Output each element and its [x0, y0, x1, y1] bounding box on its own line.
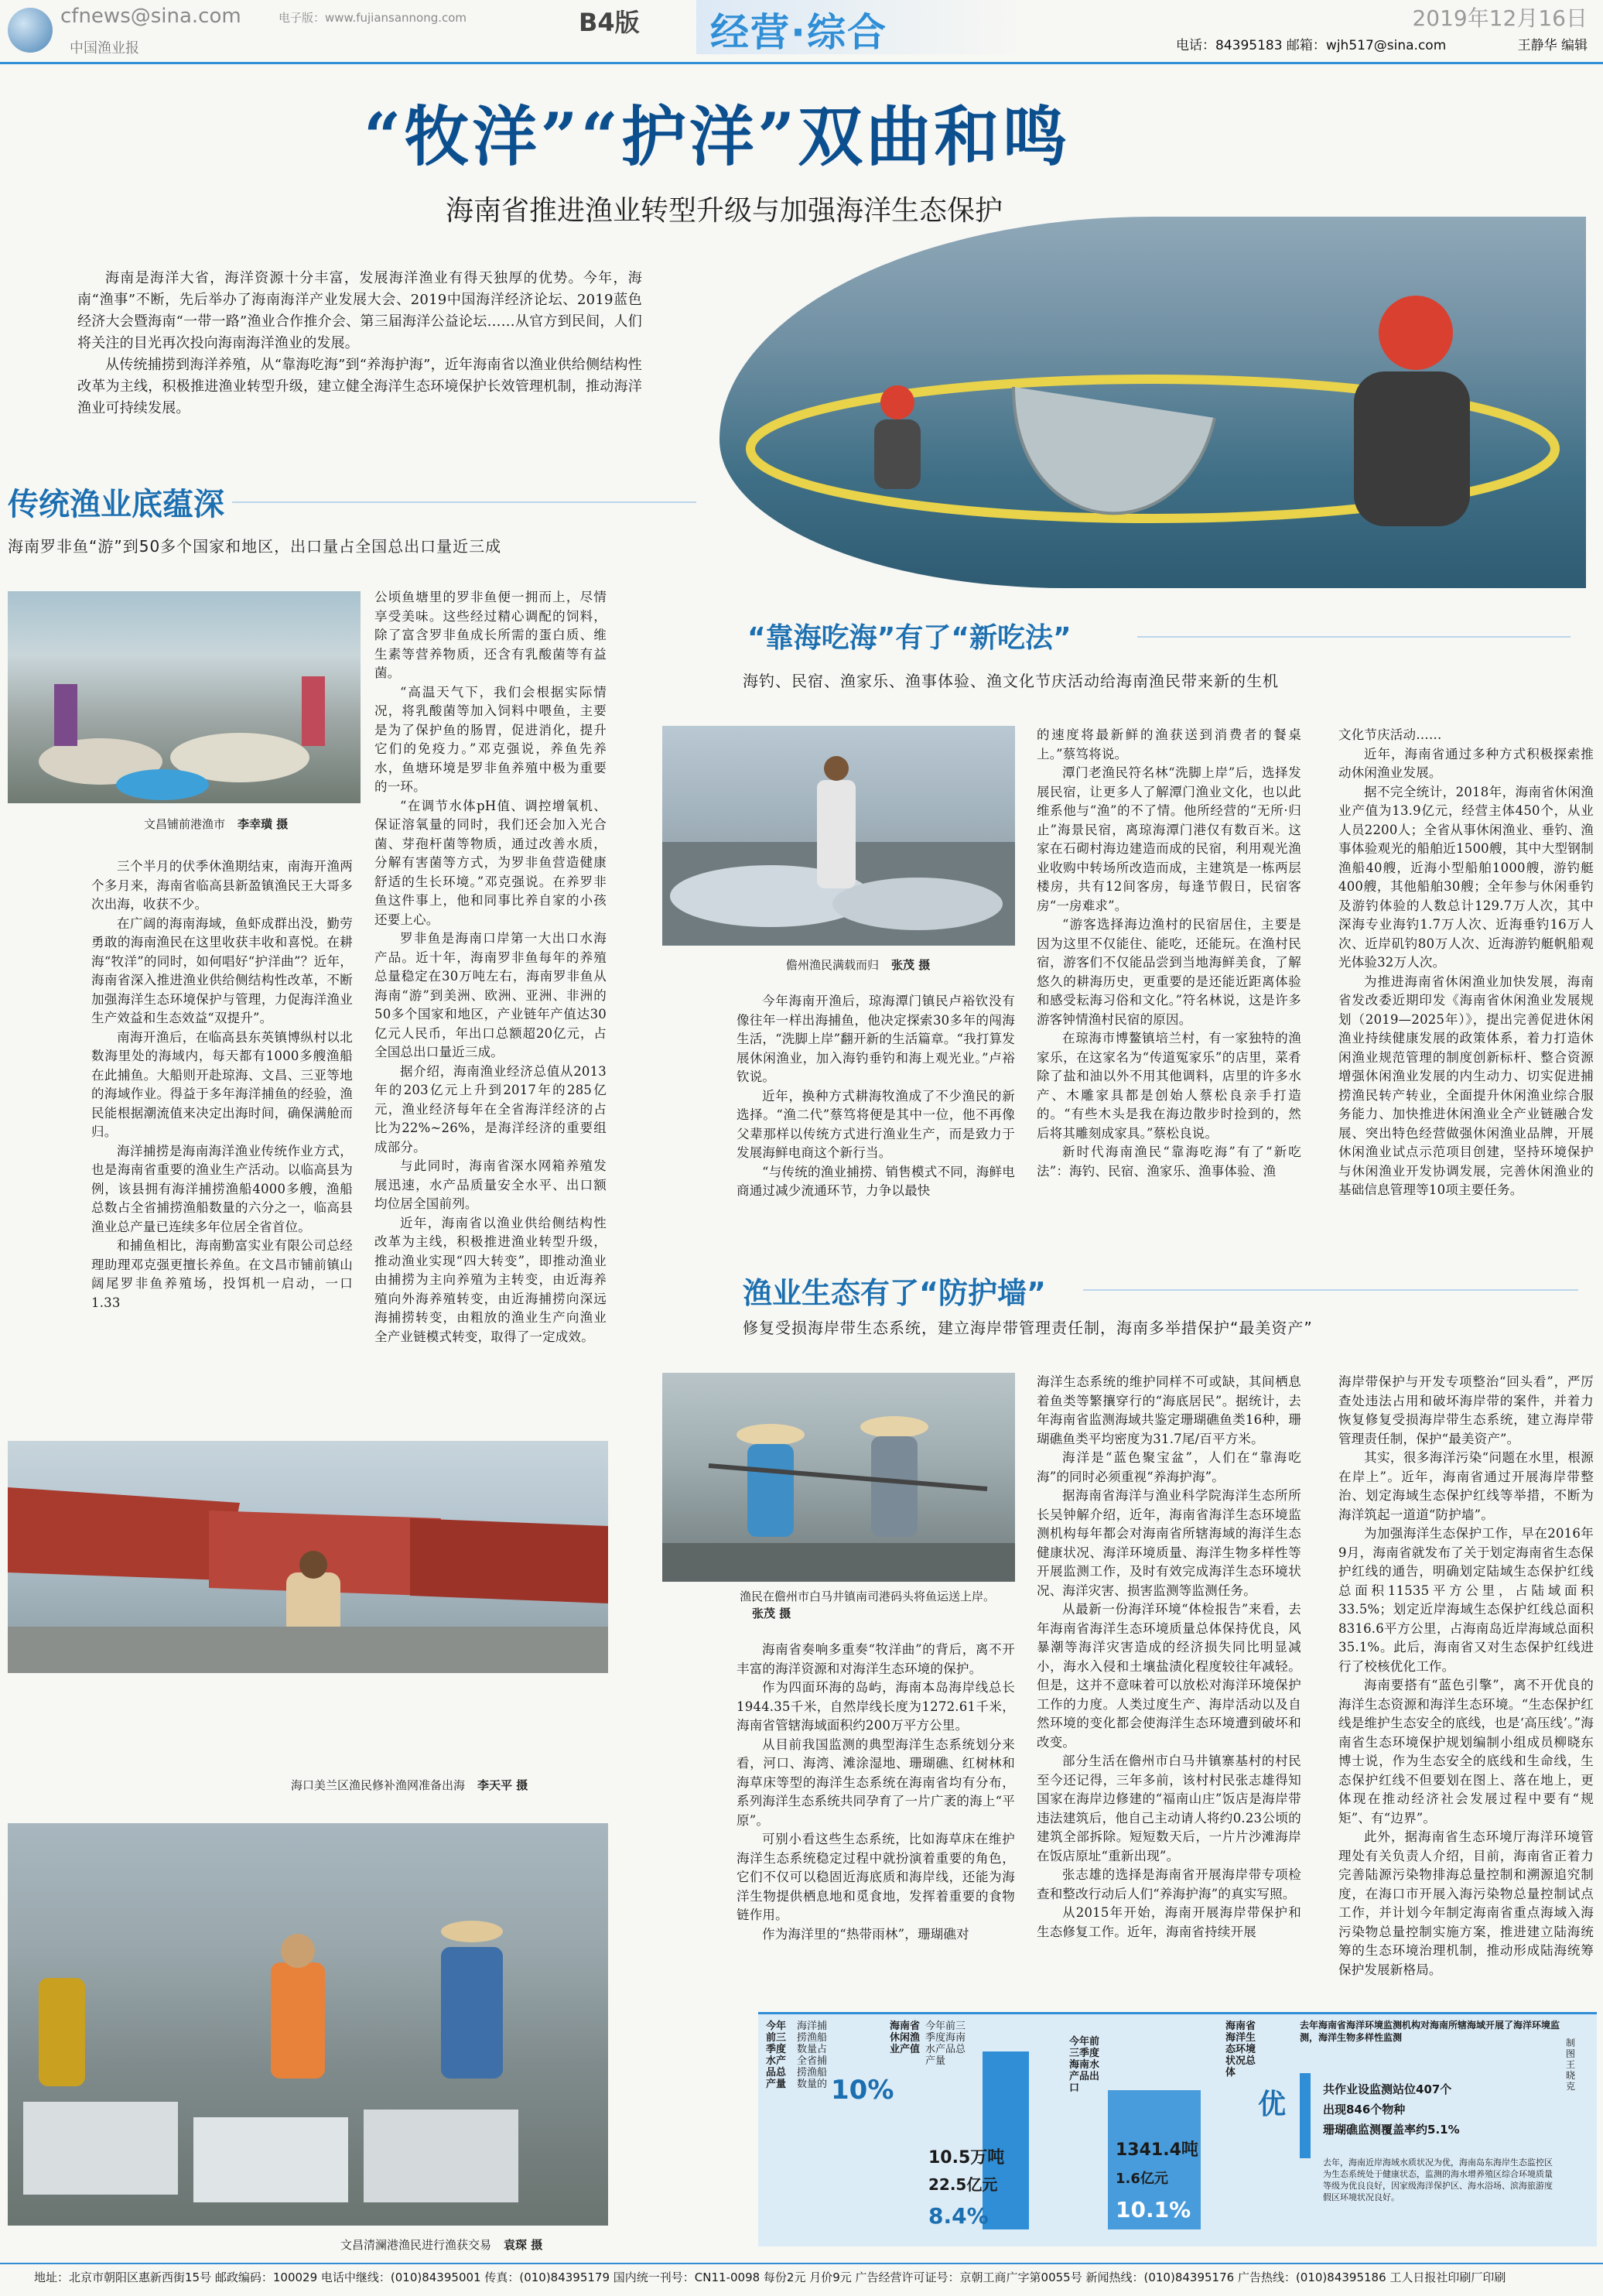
body-paragraph: 南海开渔后，在临高县东英镇博纵村以北数海里处的海域内，每天都有1000多艘渔船在此捕鱼。大船则开赴琼海、文昌、三亚等地的海域作业。得益于多年海洋捕鱼的经验，渔民能根据潮流值来决定出海时间，确保满舱而归。	[91, 1029, 353, 1139]
body-paragraph: 其实，很多海洋污染“问题在水里，根源在岸上”。近年，海南省通过开展海岸带整治、划定海域生态保护红线等举措，不断为海洋筑起一道道“防护墙”。	[1338, 1450, 1594, 1522]
body-paragraph: 在琼海市博鳌镇培兰村，有一家独特的渔家乐，在这家名为“传道冤家乐”的店里，菜肴除了盐和油以外不用其他调料，店里的许多水产、木雕家具都是创始人蔡松良亲手打造的。“有些木头是我在海边散步时捡到的，然后将其雕刻成家具。”蔡松良说。	[1037, 1031, 1301, 1141]
section2-column-1	[737, 992, 1015, 1302]
body-paragraph: 三个半月的伏季休渔期结束，南海开渔两个多月来，海南省临高县新盈镇渔民王大哥多次出海，收获不少。	[91, 859, 353, 912]
body-paragraph: 近年，海南省通过多种方式积极探索推动休闲渔业发展。	[1338, 746, 1594, 780]
info-item-2	[890, 2021, 1052, 2237]
intro-text	[77, 268, 642, 419]
paper-name: 中国渔业报	[70, 40, 139, 56]
caption-text: 文昌铺前港渔市	[144, 817, 226, 831]
photo-caption	[291, 1777, 528, 1793]
edition-note: 电子版：www.fujiansannong.com	[279, 11, 467, 25]
header-rule	[0, 62, 1603, 64]
info-value: 出现846个物种	[1323, 2103, 1406, 2116]
photo-fishing-boats	[8, 1441, 608, 1673]
globe-logo-icon	[8, 8, 53, 53]
info-value: 共作业设监测站位407个	[1323, 2082, 1452, 2096]
info-label: 今年前三季度海南水产品出口	[1069, 2036, 1100, 2094]
body-paragraph: 部分生活在儋州市白马井镇寨基村的村民至今还记得，三年多前，该村村民张志雄得知国家在海岸边修建的“福南山庄”饭店是海岸带违法建筑后，他自己主动请人将约0.23公顷的建筑全部拆除。短短数天后，一片片沙滩海岸在饭店原址“重新出现”。	[1037, 1754, 1301, 1863]
section3-title: 渔业生态有了“防护墙”	[743, 1276, 1046, 1310]
info-label: 海洋捕捞渔船数量占全省捕捞渔船数量的	[797, 2021, 828, 2090]
info-value: 10%	[831, 2075, 894, 2106]
caption-text: 渔民在儋州市白马井镇南司港码头将鱼运送上岸。	[740, 1589, 996, 1603]
caption-text: 海口美兰区渔民修补渔网准备出海	[291, 1778, 466, 1792]
editor-name: 王静华 编辑	[1517, 38, 1588, 53]
photo-fish-porters	[662, 1373, 1015, 1582]
photo-fishing-haul	[662, 726, 1015, 946]
info-item-5	[1300, 2019, 1563, 2239]
bar-icon	[983, 2051, 1029, 2229]
info-label: 海南省休闲渔业产值	[890, 2021, 921, 2055]
section2-title: “靠海吃海”有了“新吃法”	[747, 622, 1072, 654]
caption-text: 儋州渔民满载而归	[786, 958, 880, 972]
body-paragraph: 潭门老渔民符名林“洗脚上岸”后，选择发展民宿，让更多人了解潭门渔业文化，也以此维系他与“渔”的不了情。他所经营的“无所·归止”海景民宿，离琼海潭门港仅有数百米。这家在石砌村海边建造而成的民宿，利用观光渔业收购中转场所改造而成，主建筑是一栋两层楼房，共有12间客房，每逢节假日，民宿客房“一房难求”。	[1037, 765, 1301, 913]
body-paragraph: 在广阔的海南海域，鱼虾成群出没，勤劳勇敢的海南渔民在这里收获丰收和喜悦。在耕海“牧洋”的同时，如何唱好“护洋曲”？近年，海南省深入推进渔业供给侧结构性改革，不断加强海洋生态环境保护与管理，力促海洋渔业生产效益和生态效益“双提升”。	[91, 915, 353, 1025]
section3-subtitle: 修复受损海岸带生态系统，建立海岸带管理责任制，海南多举措保护“最美资产”	[743, 1319, 1313, 1337]
info-label: 今年前三季度水产品总产量	[766, 2021, 787, 2090]
contact-info: 电话：84395183 邮箱：wjh517@sina.com	[1176, 38, 1447, 53]
info-value: 1341.4吨	[1116, 2140, 1198, 2160]
section3-rule	[1083, 1289, 1578, 1291]
info-title: 去年海南省海洋环境监测机构对海南所辖海域开展了海洋环境监测，海洋生物多样性监测	[1300, 2020, 1560, 2043]
trader-figures	[39, 1921, 503, 2086]
info-item-1	[766, 2021, 894, 2237]
body-paragraph: 据不完全统计，2018年，海南省休闲渔业产值为13.9亿元，经营主体450个，从业人员2200人；全省从事休闲渔业、垂钓、渔事体验观光的船舶近1500艘，其中大型钢制渔船40艘，近海小型船舶1000艘，游钓艇400艘，其他船舶30艘；全年参与休闲垂钓及游钓体验的人数总计129.7万人次，其中深海专业海钓1.7万人次、近海垂钓16万人次、近岸矶钓80万人次、近海游钓艇帆船观光体验32万人次。	[1338, 784, 1594, 970]
body-paragraph: 海洋捕捞是海南海洋渔业传统作业方式，也是海南省重要的渔业生产活动。以临高县为例，该县拥有海洋捕捞渔船4000多艘，渔船总数占全省捕捞渔船数量的六分之一，临高县渔业总产量已连续多年位居全省首位。	[91, 1143, 353, 1234]
photo-fish-trading	[8, 1823, 608, 2226]
section3-column-2	[1037, 1373, 1301, 2043]
caption-credit: 李幸璜 摄	[238, 817, 289, 831]
infographic	[758, 2012, 1597, 2246]
hero-photo-net-cage	[719, 217, 1586, 588]
photo-caption	[786, 956, 930, 973]
intro-paragraph: 海南是海洋大省，海洋资源十分丰富，发展海洋渔业有得天独厚的优势。今年，海南“渔事”不断，先后举办了海南海洋产业发展大会、2019中国海洋经济论坛、2019蓝色经济大会暨海南“一带一路”渔业合作推介会、第三届海洋公益论坛……从官方到民间，人们将关注的目光再次投向海南海洋渔业的发展。	[77, 270, 642, 351]
page-number: B4版	[579, 8, 640, 37]
body-paragraph: 罗非鱼是海南口岸第一大出口水海产品。近十年，海南罗非鱼每年的养殖总量稳定在30万吨左右，海南罗非鱼从海南“游”到美洲、欧洲、亚洲、非洲的50多个国家和地区，产业链年产值达30亿元人民币，年出口总额超20亿元，占全国总出口量近三成。	[374, 931, 607, 1059]
headline-subtitle: 海南省推进渔业转型升级与加强海洋生态保护	[446, 195, 1003, 227]
body-paragraph: “在调节水体pH值、调控增氧机、保证溶氧量的同时，我们还会加入光合菌、芽孢杆菌等物质，通过改善水质，分解有害菌等方式，为罗非鱼营造健康舒适的生长环境。”邓克强说。在养罗非鱼这件事上，他和同事比养自家的小孩还要上心。	[374, 798, 607, 927]
body-paragraph: 海岸带保护与开发专项整治“回头看”，严厉查处违法占用和破坏海岸带的案件，并着力恢复修复受损海岸带生态系统，建立海岸带管理责任制，保护“最美资产”。	[1338, 1374, 1594, 1446]
section1-rule	[232, 501, 696, 503]
body-paragraph: 近年，换种方式耕海牧渔成了不少渔民的新选择。“渔二代”蔡笃将便是其中一位，他不再像父辈那样以传统方式进行渔业生产，而是致力于发展海鲜电商这个新行当。	[737, 1088, 1015, 1160]
body-paragraph: 今年海南开渔后，琼海潭门镇民卢裕钦没有像往年一样出海捕鱼，他决定探索30多年的闯海生活，“洗脚上岸”翻开新的生活篇章。“我打算发展休闲渔业，加入海钓垂钓和海上观光业。”卢裕钦说。	[737, 994, 1015, 1084]
photo-caption	[340, 2236, 542, 2253]
infographic-credit: 制图 王晓克	[1566, 2038, 1576, 2092]
caption-credit: 李天平 摄	[477, 1778, 528, 1792]
body-paragraph: 从最新一份海洋环境“体检报告”来看，去年海南省海洋生态环境质量总体保持优良，风暴潮等海洋灾害造成的经济损失同比明显减小，海水入侵和土壤盐渍化程度较往年减轻。但是，这并不意味着可以放松对海洋环境保护工作的力度。人类过度生产、海岸活动以及自然环境的变化都会使海洋生态环境遭到破坏和改变。	[1037, 1602, 1301, 1750]
info-value: 珊瑚礁监测覆盖率约5.1%	[1323, 2123, 1460, 2137]
section-name: 经营·综合	[710, 10, 887, 55]
info-item-3	[1061, 2021, 1216, 2237]
section1-column-2	[374, 588, 607, 1385]
caption-credit: 袁琛 摄	[504, 2238, 543, 2252]
info-item-4	[1225, 2021, 1287, 2237]
section1-column-1	[91, 857, 353, 1384]
info-value: 10.5万吨	[928, 2148, 1005, 2168]
dock-ground	[8, 1627, 608, 1673]
info-label: 今年前三季度海南水产品总产量	[925, 2021, 966, 2067]
body-paragraph: 公顷鱼塘里的罗非鱼便一拥而上，尽情享受美味。这些经过精心调配的饲料，除了富含罗非鱼成长所需的蛋白质、维生素等营养物质，还含有乳酸菌等有益菌。	[374, 590, 607, 680]
info-grade: 优	[1258, 2089, 1287, 2120]
worker-figure	[1354, 371, 1470, 526]
caption-credit: 张茂 摄	[752, 1607, 791, 1620]
body-paragraph: 海南省奏响多重奏“牧洋曲”的背后，离不开丰富的海洋资源和对海洋生态环境的保护。	[737, 1642, 1015, 1676]
body-paragraph: 张志雄的选择是海南省开展海岸带专项检查和整改行动后人们“养海护海”的真实写照。	[1037, 1867, 1301, 1901]
body-paragraph: 据介绍，海南渔业经济总值从2013年的203亿元上升到2017年的285亿元，渔业经济每年在全省海洋经济的占比为22%~26%，是海洋经济的重要组成部分。	[374, 1063, 607, 1155]
masthead	[0, 0, 1603, 65]
body-paragraph: 新时代海南渔民“靠海吃海”有了“新吃法”：海钓、民宿、渔家乐、渔事体验、渔	[1037, 1145, 1301, 1179]
body-paragraph: 文化节庆活动……	[1338, 727, 1442, 742]
body-paragraph: 从目前我国监测的典型海洋生态系统划分来看，河口、海湾、滩涂湿地、珊瑚礁、红树林和海草床等型的海洋生态系统在海南省均有分布，系列海洋生态系统共同孕育了一片广袤的海上“平原”。	[737, 1737, 1015, 1828]
body-paragraph: 据海南省海洋与渔业科学院海洋生态所所长吴钟解介绍，近年，海南省海洋生态环境监测机构每年都会对海南省所辖海域的海洋生态健康状况、海洋环境质量、海洋生物多样性等开展监测工作，及时有效完成海洋生态环境状况、海洋灾害、损害监测等监测任务。	[1037, 1488, 1301, 1598]
site-email: cfnews@sina.com	[60, 5, 241, 28]
body-paragraph: 海洋是“蓝色聚宝盆”，人们在“靠海吃海”的同时必须重视“养海护海”。	[1037, 1450, 1301, 1484]
fish-net	[1013, 387, 1215, 513]
section3-column-1	[737, 1641, 1015, 2043]
body-paragraph: 和捕鱼相比，海南勤富实业有限公司总经理助理邓克强更擅长养鱼。在文昌市铺前镇山阔尾罗非鱼养殖场，投饵机一启动，一口1.33	[91, 1238, 353, 1310]
body-paragraph: 近年，海南省以渔业供给侧结构性改革为主线，积极推进渔业转型升级，推动渔业实现“四大转变”，即推动渔业由捕捞为主向养殖为主转变，由近海养殖向外海养殖转变，由近海捕捞向深远海捕捞转变，由粗放的渔业生产向渔业全产业链模式转变，取得了一定成效。	[374, 1215, 607, 1344]
section2-column-2	[1037, 726, 1301, 1299]
body-paragraph: 可别小看这些生态系统，比如海草床在维护海洋生态系统稳定过程中就扮演着重要的角色，它们不仅可以稳固近海底质和海岸线，还能为海洋生物提供栖息地和觅食地，发挥着重要的食物链作用。	[737, 1832, 1015, 1922]
issue-date: 2019年12月16日	[1412, 5, 1588, 31]
intro-paragraph: 从传统捕捞到海洋养殖，从“靠海吃海”到“养海护海”，近年海南省以渔业供给侧结构性改革为主线，积极推进渔业转型升级，建立健全海洋生态环境保护长效管理机制，推动海洋渔业可持续发展。	[77, 357, 642, 416]
section1-title: 传统渔业底蕴深	[8, 487, 224, 522]
worker-figure-small	[874, 419, 921, 489]
dock-ground	[662, 1543, 1015, 1582]
section1-subtitle: 海南罗非鱼“游”到50多个国家和地区，出口量占全国总出口量近三成	[8, 537, 502, 556]
caption-text: 文昌清澜港渔民进行渔获交易	[340, 2238, 492, 2252]
body-paragraph: 海南要搭有“蓝色引擎”，离不开优良的海洋生态资源和海洋生态环境。“生态保护红线是维护生态安全的底线，也是‘高压线’。”海南省生态环境保护规划编制小组成员柳晓东博士说，作为生态安全的底线和生命线，生态保护红线不但要划在图上、落在地上，更体现在推动经济社会发展过程中要有“规矩”、有“边界”。	[1338, 1678, 1594, 1826]
footer-text: 地址：北京市朝阳区惠新西街15号 邮政编码：100029 电话中继线：(010)84395001 传真：(010)84395179 国内统一刊号：CN11-0098 每份2元 月价9元 广告经营许可证号：京朝工商广字第0055号 新闻热线：(010)84395176 广告热线：(010)84395186 工人日报社印刷厂印刷	[34, 2270, 1506, 2284]
fish-crates	[23, 2102, 518, 2202]
red-helmet-small	[880, 385, 914, 419]
body-paragraph: 与此同时，海南省深水网箱养殖发展迅速，水产品质量安全水平、出口额均位居全国前列。	[374, 1158, 607, 1211]
body-paragraph: 作为海洋里的“热带雨林”，珊瑚礁对	[762, 1926, 969, 1942]
caption-credit: 张茂 摄	[891, 958, 931, 972]
body-paragraph: 此外，据海南省生态环境厅海洋环境管理处有关负责人介绍，目前，海南省正着力完善陆源污染物排海总量控制和溯源追究制度，在海口市开展入海污染物总量控制试点工作，并计划今年制定海南省重点海域入海污染物总量控制实施方案，推进建立陆海统筹的生态环境治理机制，推动形成陆海统筹保护发展新格局。	[1338, 1829, 1594, 1977]
body-paragraph: “游客选择海边渔村的民宿居住，主要是因为这里不仅能住、能吃，还能玩。在渔村民宿，游客们不仅能品尝到当地海鲜美食，了解悠久的耕海历史，更重要的是还能近距离体验和感受耘海习俗和文化。”符名林说，这是许多游客钟情渔村民宿的原因。	[1037, 917, 1301, 1027]
body-paragraph: 为加强海洋生态保护工作，早在2016年9月，海南省就发布了关于划定海南省生态保护红线的通告，明确划定陆域生态保护红线总面积11535平方公里，占陆域面积33.5%；划定近岸海域生态保护红线总面积8316.6平方公里，占海南岛近岸海域总面积35.1%。此后，海南省又对生态保护红线进行了校核优化工作。	[1338, 1526, 1594, 1674]
red-helmet	[1379, 296, 1453, 370]
fisherman-holding-fish	[817, 756, 856, 888]
body-paragraph: “与传统的渔业捕捞、销售模式不同，海鲜电商通过减少流通环节，力争以最快	[737, 1164, 1015, 1198]
body-paragraph: 为推进海南省休闲渔业加快发展，海南省发改委近期印发《海南省休闲渔业发展规划（2019—2025年）》，提出完善促进休闲渔业持续健康发展的政策体系，着力打造休闲渔业规范管理的制度创新标杆、整合资源增强休闲渔业发展的内生动力、切实促进捕捞渔民转产转业，全面提升休闲渔业综合服务能力、加快推进休闲渔业全产业链融合发展、突出特色经营做强休闲渔业品牌，开展休闲渔业试点示范项目创建，坚持环境保护与休闲渔业开发协调发展，完善休闲渔业的基础信息管理等10项主要任务。	[1338, 973, 1594, 1197]
info-growth: 8.4%	[928, 2203, 989, 2229]
photo-caption	[740, 1588, 1015, 1622]
section2-column-3	[1338, 726, 1594, 1299]
info-value: 22.5亿元	[928, 2175, 998, 2194]
lighthouse-icon	[1300, 2073, 1311, 2158]
info-growth: 10.1%	[1116, 2197, 1191, 2222]
body-paragraph: 的速度将最新鲜的渔获送到消费者的餐桌上。”蔡笃将说。	[1037, 727, 1301, 761]
body-paragraph: 作为四面环海的岛屿，海南本岛海岸线总长1944.35千米，自然岸线长度为1272.61千米，海南省管辖海域面积约200万平方公里。	[737, 1680, 1015, 1733]
vendor-figures	[54, 676, 325, 746]
footer-rule	[0, 2263, 1603, 2264]
body-paragraph: 海洋生态系统的维护同样不可或缺，其间栖息着鱼类等繁攘穿行的“海底居民”。据统计，去年海南省监测海域共鉴定珊瑚礁鱼类16种，珊瑚礁鱼类平均密度为31.7尾/百平方米。	[1037, 1374, 1301, 1446]
fish-baskets	[39, 733, 309, 800]
body-paragraph: “高温天气下，我们会根据实际情况，将乳酸菌等加入饲料中喂鱼，主要是为了保护鱼的肠胃，促进消化，提升它们的免疫力。”邓克强说，养鱼先养水，鱼塘环境是罗非鱼养殖中极为重要的一环。	[374, 684, 607, 794]
photo-caption	[144, 816, 288, 832]
body-paragraph: 从2015年开始，海南开展海岸带保护和生态修复工作。近年，海南省持续开展	[1037, 1905, 1301, 1939]
headline: “牧洋”“护洋”双曲和鸣	[364, 98, 1071, 175]
section3-column-3	[1338, 1373, 1594, 2023]
info-label: 海南省海洋生态环境状况总体	[1225, 2021, 1256, 2079]
photo-fish-market	[8, 591, 361, 803]
info-note: 去年，海南近岸海域水质状况为优，海南岛东海岸生态监控区为生态系统处于健康状态，监测的海水增养殖区综合环境质量等级为优良良好，因家级海洋保护区、海水浴场、滨海旅游度假区环境状况良好。	[1323, 2157, 1553, 2202]
info-value: 1.6亿元	[1116, 2171, 1168, 2187]
section2-rule	[1137, 636, 1571, 638]
section2-subtitle: 海钓、民宿、渔家乐、渔事体验、渔文化节庆活动给海南渔民带来新的生机	[743, 672, 1279, 690]
